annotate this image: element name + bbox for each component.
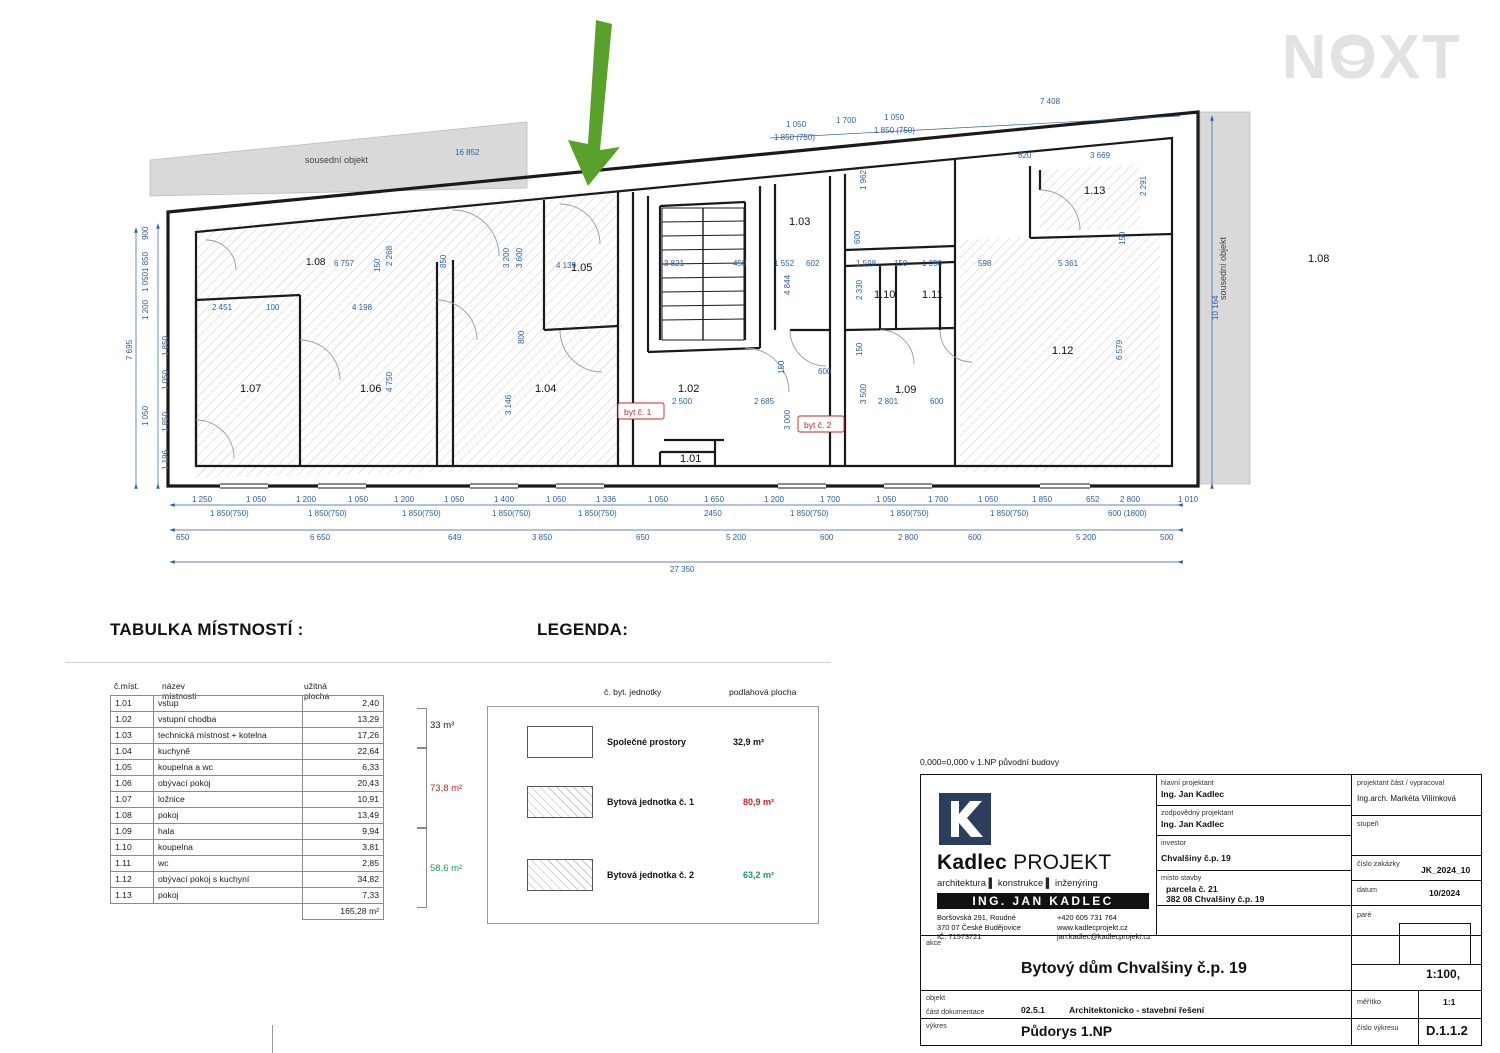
- dim-620: 620: [1018, 151, 1032, 160]
- table-row: [111, 888, 384, 904]
- dim-l-1850c: 1 850: [161, 411, 170, 432]
- dim2-2: 1 850(750): [308, 509, 347, 518]
- section-divider: [65, 662, 831, 663]
- company-address: [937, 913, 1152, 942]
- room-label-1-13: 1.13: [1084, 185, 1106, 197]
- dim-6579: 6 579: [1115, 339, 1124, 360]
- addr-contact: [1057, 913, 1151, 942]
- room-label-1-07: 1.07: [240, 383, 262, 395]
- dim2-9: 1 850(750): [990, 509, 1029, 518]
- dimb-1850: 1 850: [1032, 495, 1053, 504]
- dimb-1200a: 1 200: [296, 495, 317, 504]
- dimb-1050e: 1 050: [648, 495, 669, 504]
- room-no: 1.05: [111, 760, 154, 776]
- table-total-row: [111, 904, 384, 920]
- label-objekt: objekt: [926, 993, 946, 1002]
- room-label-1-11: 1.11: [922, 289, 943, 301]
- group-total-3: 58,6 m²: [430, 863, 463, 874]
- dim-3821: 3 821: [664, 259, 685, 268]
- dim3-5200b: 5 200: [1076, 533, 1097, 542]
- label-hlavni-projektant: hlavní projektant: [1161, 778, 1214, 787]
- sheet-tick: [272, 1025, 273, 1053]
- room-area: 7,33: [303, 888, 384, 904]
- legend-area-common: 32,9 m²: [733, 737, 765, 747]
- rooms-table: [110, 695, 384, 920]
- dim-2451: 2 451: [212, 303, 233, 312]
- dim3-6650: 6 650: [310, 533, 331, 542]
- dim2-6: 2450: [704, 509, 722, 518]
- dim-850: 850: [439, 254, 448, 268]
- room-name: pokoj: [154, 808, 303, 824]
- dim3-5200a: 5 200: [726, 533, 747, 542]
- label-pare: paré: [1357, 910, 1372, 919]
- dim3-600b: 600: [968, 533, 982, 542]
- legend-swatch-unit-1: [527, 786, 593, 818]
- table-row: [111, 840, 384, 856]
- dim-r-10164: 10 164: [1211, 295, 1220, 320]
- room-label-1-02: 1.02: [678, 383, 700, 395]
- unit-tag-2: byt č. 2: [804, 420, 832, 430]
- dim2-5: 1 850(750): [578, 509, 617, 518]
- dim2-7: 1 850(750): [790, 509, 829, 518]
- value-cast-no: 02.5.1: [1021, 1005, 1045, 1015]
- dim-2268: 2 268: [385, 245, 394, 266]
- label-cislo-zakazky: číslo zakázky: [1357, 859, 1400, 868]
- group-total-1: 33 m³: [430, 720, 455, 731]
- rooms-th-name: název místnosti: [162, 681, 197, 701]
- legend-area-unit-2: 63,2 m²: [743, 870, 775, 880]
- legend-title: LEGENDA:: [537, 620, 629, 639]
- dim-5361: 5 361: [1058, 259, 1079, 268]
- dim-l-1850: 1 850: [141, 251, 150, 272]
- value-misto-stavby-2: 382 08 Chvalšiny č.p. 19: [1166, 894, 1265, 904]
- table-row: [111, 872, 384, 888]
- room-no: 1.07: [111, 792, 154, 808]
- room-label-1-12: 1.12: [1052, 345, 1074, 357]
- label-cast-dokumentace: část dokumentace: [926, 1007, 985, 1016]
- room-name: pokoj: [154, 888, 303, 904]
- dim-3146: 3 146: [504, 394, 513, 415]
- addr-phone: +420 605 731 764: [1057, 913, 1117, 922]
- dim-3000: 3 000: [783, 409, 792, 430]
- kadlec-logo-icon: [937, 791, 993, 847]
- label-vykres: výkres: [926, 1021, 947, 1030]
- room-name: obývací pokoj: [154, 776, 303, 792]
- total-blank-2: [154, 904, 303, 920]
- neighbour-left-label: sousední objekt: [305, 155, 369, 165]
- group-total-2: 73,8 m²: [430, 783, 463, 794]
- zero-level-note: 0,000=0,000 v 1.NP původní budovy: [920, 757, 1060, 767]
- room-area: 3,81: [303, 840, 384, 856]
- room-no: 1.01: [111, 696, 154, 712]
- value-cast-dokumentace: Architektonicko - stavební řešení: [1069, 1005, 1205, 1015]
- legend-swatch-unit-2: [527, 859, 593, 891]
- dim-6757: 6 757: [334, 259, 355, 268]
- title-block: [920, 774, 1482, 1046]
- dim-1850-750-b: 1 850 (750): [874, 126, 915, 135]
- dim-1962: 1 962: [859, 169, 868, 190]
- table-row: [111, 728, 384, 744]
- room-no: 1.02: [111, 712, 154, 728]
- dim-600c: 600: [930, 397, 944, 406]
- dim-16852: 16 852: [455, 148, 480, 157]
- label-meritko: měřítko: [1357, 997, 1381, 1006]
- room-name: ložnice: [154, 792, 303, 808]
- dim-1552: 1 552: [774, 259, 795, 268]
- dim-l-1200: 1 200: [141, 299, 150, 320]
- room-no: 1.09: [111, 824, 154, 840]
- dim3-500: 500: [1160, 533, 1174, 542]
- room-label-1-08b: 1.08: [306, 257, 326, 268]
- dim-4750: 4 750: [385, 371, 394, 392]
- table-row: [111, 856, 384, 872]
- value-vykres: Půdorys 1.NP: [1021, 1023, 1113, 1039]
- room-area: 2,40: [303, 696, 384, 712]
- green-arrow-annotation: [568, 20, 620, 186]
- room-no: 1.10: [111, 840, 154, 856]
- dim-150c: 150: [1118, 231, 1127, 245]
- staircase: [662, 208, 744, 340]
- dim3-650a: 650: [176, 533, 190, 542]
- dim2-1: 1 850(750): [210, 509, 249, 518]
- dim-l-1050b: 1 050: [161, 369, 170, 390]
- legend-label-unit-2: Bytová jednotka č. 2: [607, 870, 695, 880]
- room-no: 1.11: [111, 856, 154, 872]
- scale-note: 1:100,: [1426, 967, 1461, 981]
- dimb-1336: 1 336: [596, 495, 617, 504]
- dim-2685: 2 685: [754, 397, 775, 406]
- room-label-1-08: 1.08: [1308, 253, 1330, 265]
- label-cislo-vykresu: číslo výkresu: [1357, 1023, 1399, 1032]
- addr-line-1: Boršovská 291, Roudné: [937, 913, 1016, 922]
- table-row: [111, 808, 384, 824]
- dim-800: 800: [517, 330, 526, 344]
- brace-3: [417, 828, 427, 908]
- legend-label-common: Společné prostory: [607, 737, 687, 747]
- dimb-1050c: 1 050: [444, 495, 465, 504]
- dim-l-1850b: 1 850: [161, 335, 170, 356]
- dim3-650b: 650: [636, 533, 650, 542]
- dim-600b: 600: [853, 230, 862, 244]
- room-name: wc: [154, 856, 303, 872]
- label-zodpovedny-projektant: zodpovědný projektant: [1161, 808, 1234, 817]
- addr-web: www.kadlecprojekt.cz: [1057, 922, 1128, 932]
- rooms-table-title: TABULKA MÍSTNOSTÍ :: [110, 620, 304, 639]
- room-no: 1.03: [111, 728, 154, 744]
- table-row: [111, 744, 384, 760]
- dim-150d: 150: [855, 342, 864, 356]
- room-label-1-09: 1.09: [895, 384, 917, 396]
- dimb-2800: 2 800: [1120, 495, 1141, 504]
- logo-subtitle: architektura ▌ konstrukce ▌ inženýring: [937, 877, 1098, 888]
- room-area: 34,82: [303, 872, 384, 888]
- table-row: [111, 696, 384, 712]
- dim-2291: 2 291: [1139, 175, 1148, 196]
- value-cislo-vykresu: D.1.1.2: [1426, 1023, 1468, 1038]
- dimb-1050d: 1 050: [546, 495, 567, 504]
- label-investor: investor: [1161, 838, 1187, 847]
- dimb-1050f: 1 050: [876, 495, 897, 504]
- dim3-649: 649: [448, 533, 462, 542]
- room-no: 1.04: [111, 744, 154, 760]
- dim-602: 602: [806, 259, 820, 268]
- rooms-th-area: užitná plocha: [304, 681, 330, 701]
- logo-name: Kadlec PROJEKT: [937, 851, 1112, 874]
- dim-4139: 4 139: [556, 261, 577, 270]
- dim-1598: 1 598: [856, 259, 877, 268]
- dimb-1010: 1 010: [1178, 495, 1199, 504]
- addr-email: jan.kadlec@kadlecprojekt.cz: [1057, 932, 1151, 942]
- dim-598: 598: [978, 259, 992, 268]
- dim-100: 100: [266, 303, 280, 312]
- neighbour-right-label: sousední objekt: [1218, 236, 1228, 300]
- room-name: technická místnost + kotelna: [154, 728, 303, 744]
- room-area: 17,26: [303, 728, 384, 744]
- dim-1050-b: 1 050: [884, 113, 905, 122]
- dim-600d: 600: [818, 367, 832, 376]
- room-label-1-10: 1.10: [874, 289, 896, 301]
- legend-swatch-common: [527, 726, 593, 758]
- label-stupen: stupeň: [1357, 819, 1379, 828]
- dimb-1650: 1 650: [704, 495, 725, 504]
- brace-1: [417, 708, 427, 748]
- watermark-ring-icon: O: [1328, 23, 1379, 92]
- room-label-1-06: 1.06: [360, 383, 382, 395]
- dim-2500: 2 500: [672, 397, 693, 406]
- legend-th-area: podlahová plocha: [729, 687, 797, 697]
- dim3-600: 600: [820, 533, 834, 542]
- dim-150e: 150: [777, 360, 786, 374]
- dim-4844: 4 844: [783, 274, 792, 295]
- dim-1850-750-a: 1 850 (750): [774, 133, 815, 142]
- dim3-2800: 2 800: [898, 533, 919, 542]
- dim-1700: 1 700: [836, 116, 857, 125]
- label-misto-stavby: místo stavby: [1161, 873, 1202, 882]
- dim-2330: 2 330: [855, 279, 864, 300]
- dim-total-27350: 27 350: [670, 565, 695, 574]
- addr-line-2: 370 07 České Budějovice: [937, 922, 1021, 932]
- total-blank-1: [111, 904, 154, 920]
- dim-3500: 3 500: [859, 383, 868, 404]
- room-area: 6,33: [303, 760, 384, 776]
- room-no: 1.13: [111, 888, 154, 904]
- dim-l-1050c: 1 050: [141, 405, 150, 426]
- dimb-1200c: 1 200: [764, 495, 785, 504]
- value-datum: 10/2024: [1429, 888, 1461, 898]
- table-row: [111, 712, 384, 728]
- dim2-8: 1 850(750): [890, 509, 929, 518]
- rooms-th-no: č.míst.: [114, 681, 140, 691]
- dimb-1200b: 1 200: [394, 495, 415, 504]
- legend-label-unit-1: Bytová jednotka č. 1: [607, 797, 695, 807]
- value-investor: Chvalšiny č.p. 19: [1161, 853, 1231, 863]
- room-label-1-01: 1.01: [680, 453, 702, 465]
- room-label-1-05: 1.05: [571, 262, 593, 274]
- value-misto-stavby-1: parcela č. 21: [1166, 884, 1218, 894]
- value-akce: Bytový dům Chvalšiny č.p. 19: [1021, 960, 1247, 977]
- dim-1050-a: 1 050: [786, 120, 807, 129]
- table-row: [111, 776, 384, 792]
- room-no: 1.12: [111, 872, 154, 888]
- value-cislo-zakazky: JK_2024_10: [1421, 865, 1471, 875]
- room-label-1-03: 1.03: [789, 216, 811, 228]
- dimb-1050g: 1 050: [978, 495, 999, 504]
- dimb-1700a: 1 700: [820, 495, 841, 504]
- dimb-1250: 1 250: [192, 495, 213, 504]
- label-projektant-cast: projektant část / vypracoval: [1357, 778, 1445, 787]
- room-area: 2,85: [303, 856, 384, 872]
- logo-bar: ING. JAN KADLEC: [937, 893, 1149, 909]
- label-datum: datum: [1357, 885, 1377, 894]
- dimb-1050a: 1 050: [246, 495, 267, 504]
- room-no: 1.08: [111, 808, 154, 824]
- company-logo: [929, 785, 1157, 945]
- dim-450: 450: [733, 259, 747, 268]
- dimb-652: 652: [1086, 495, 1100, 504]
- room-name: koupelna a wc: [154, 760, 303, 776]
- room-area: 22,64: [303, 744, 384, 760]
- room-name: koupelna: [154, 840, 303, 856]
- room-name: vstupní chodba: [154, 712, 303, 728]
- dim-150: 150: [373, 258, 382, 272]
- addr-line-3: IČ: 71573721: [937, 932, 982, 942]
- value-hlavni-projektant: Ing. Jan Kadlec: [1161, 789, 1225, 799]
- value-zodpovedny-projektant: Ing. Jan Kadlec: [1161, 819, 1225, 829]
- room-no: 1.06: [111, 776, 154, 792]
- value-meritko: 1:1: [1443, 997, 1456, 1007]
- table-row: [111, 824, 384, 840]
- room-area: 13,29: [303, 712, 384, 728]
- room-name: kuchyně: [154, 744, 303, 760]
- dim2-3: 1 850(750): [402, 509, 441, 518]
- room-label-1-04: 1.04: [535, 383, 557, 395]
- dimb-1050b: 1 050: [348, 495, 369, 504]
- dim-l-1196: 1 196: [161, 449, 170, 470]
- dim-150b: 150: [894, 259, 908, 268]
- dim-2801: 2 801: [878, 397, 899, 406]
- room-name: vstup: [154, 696, 303, 712]
- dimb-1400: 1 400: [494, 495, 515, 504]
- unit-tag-1: byt č. 1: [624, 407, 652, 417]
- legend-area-unit-1: 80,9 m²: [743, 797, 775, 807]
- brace-2: [417, 748, 427, 828]
- dim-3600: 3 600: [515, 247, 524, 268]
- table-row: [111, 760, 384, 776]
- dimb-1700b: 1 700: [928, 495, 949, 504]
- room-area: 9,94: [303, 824, 384, 840]
- room-name: hala: [154, 824, 303, 840]
- table-row: [111, 792, 384, 808]
- dim2-4: 1 850(750): [492, 509, 531, 518]
- watermark-text-a: N: [1281, 23, 1329, 92]
- dim-l-900: 900: [141, 226, 150, 240]
- pare-box: [1399, 923, 1471, 965]
- room-area: 13,49: [303, 808, 384, 824]
- value-projektant-cast: Ing.arch. Markéta Vilímková: [1357, 794, 1457, 803]
- dim-l-1050: 1 050: [141, 271, 150, 292]
- dim-3669: 3 669: [1090, 151, 1111, 160]
- dim-l-7695: 7 695: [125, 339, 134, 360]
- dim-1050c: 1 050: [922, 259, 943, 268]
- rooms-total: 165,28 m²: [303, 904, 384, 920]
- dim3-3850: 3 850: [532, 533, 553, 542]
- legend-th-unit: č. byt. jednotky: [604, 687, 662, 697]
- dim-4198: 4 198: [352, 303, 373, 312]
- room-area: 10,91: [303, 792, 384, 808]
- room-area: 20,43: [303, 776, 384, 792]
- label-akce: akce: [926, 938, 942, 947]
- watermark-text-b: XT: [1378, 23, 1462, 92]
- dim-3200: 3 200: [502, 247, 511, 268]
- dim-7408: 7 408: [1040, 97, 1061, 106]
- room-name: obývací pokoj s kuchyní: [154, 872, 303, 888]
- watermark-logo: [1282, 22, 1462, 93]
- dim2-10: 600 (1800): [1108, 509, 1147, 518]
